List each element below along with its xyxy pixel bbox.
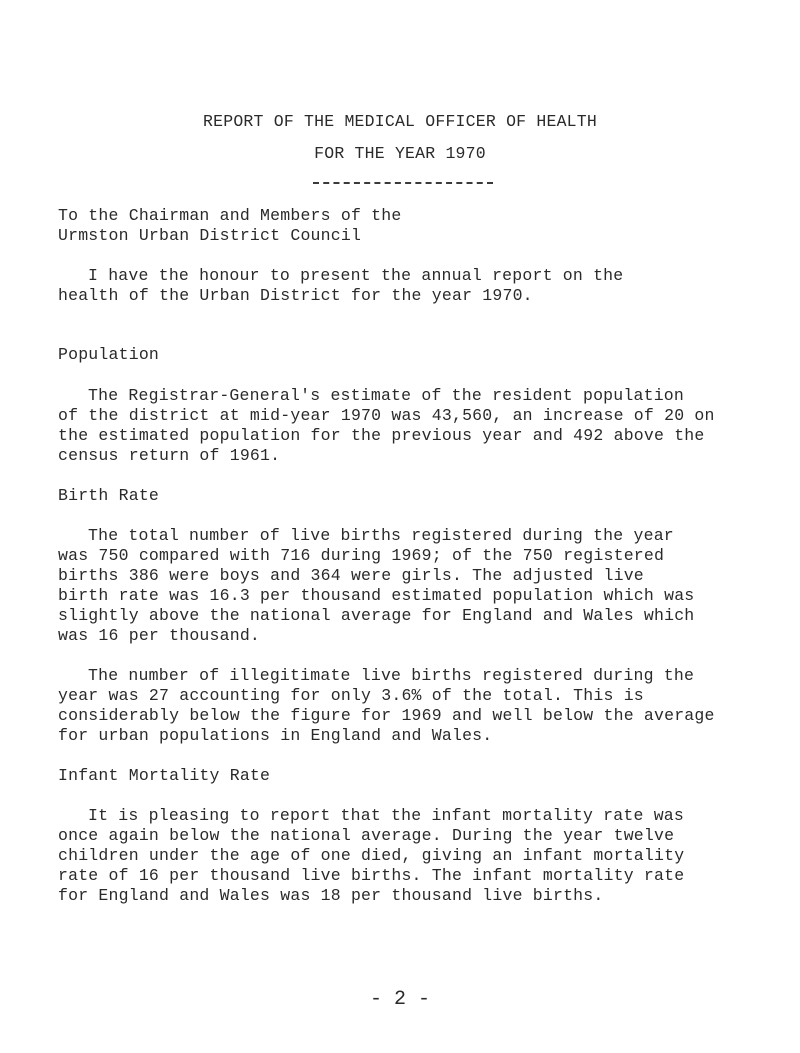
salutation-line-2: Urmston Urban District Council [58,226,362,245]
population-line-2: of the district at mid-year 1970 was 43,560, an increase of 20 on [58,406,715,425]
report-subtitle: FOR THE YEAR 1970 [314,144,486,163]
birth-rate-p1-line-4: birth rate was 16.3 per thousand estimated population which was [58,586,695,605]
infant-mortality-heading: Infant Mortality Rate [58,766,271,785]
population-line-4: census return of 1961. [58,446,281,465]
birth-rate-p1-line-1: The total number of live births registered during the year [88,526,674,545]
intro-line-1: I have the honour to present the annual report on the [88,266,624,285]
birth-rate-p2-line-2: year was 27 accounting for only 3.6% of the total. This is [58,686,644,705]
birth-rate-p2-line-4: for urban populations in England and Wales. [58,726,493,745]
infant-mortality-line-4: rate of 16 per thousand live births. The infant mortality rate [58,866,685,885]
infant-mortality-line-5: for England and Wales was 18 per thousand live births. [58,886,604,905]
infant-mortality-line-2: once again below the national average. During the year twelve [58,826,675,845]
birth-rate-p2-line-3: considerably below the figure for 1969 and well below the average [58,706,715,725]
salutation-line-1: To the Chairman and Members of the [58,206,402,225]
birth-rate-p1-line-6: was 16 per thousand. [58,626,261,645]
population-line-3: the estimated population for the previous year and 492 above the [58,426,705,445]
birth-rate-p1-line-5: slightly above the national average for England and Wales which [58,606,695,625]
report-title: REPORT OF THE MEDICAL OFFICER OF HEALTH [203,112,597,131]
population-line-1: The Registrar-General's estimate of the resident population [88,386,684,405]
infant-mortality-line-1: It is pleasing to report that the infant mortality rate was [88,806,684,825]
population-heading: Population [58,345,160,364]
infant-mortality-line-3: children under the age of one died, giving an infant mortality [58,846,685,865]
intro-line-2: health of the Urban District for the year 1970. [58,286,533,305]
page-number: - 2 - [369,988,430,1011]
birth-rate-p1-line-2: was 750 compared with 716 during 1969; of the 750 registered [58,546,665,565]
birth-rate-heading: Birth Rate [58,486,160,505]
birth-rate-p1-line-3: births 386 were boys and 364 were girls. The adjusted live [58,566,644,585]
title-divider [313,182,493,184]
birth-rate-p2-line-1: The number of illegitimate live births registered during the [88,666,695,685]
